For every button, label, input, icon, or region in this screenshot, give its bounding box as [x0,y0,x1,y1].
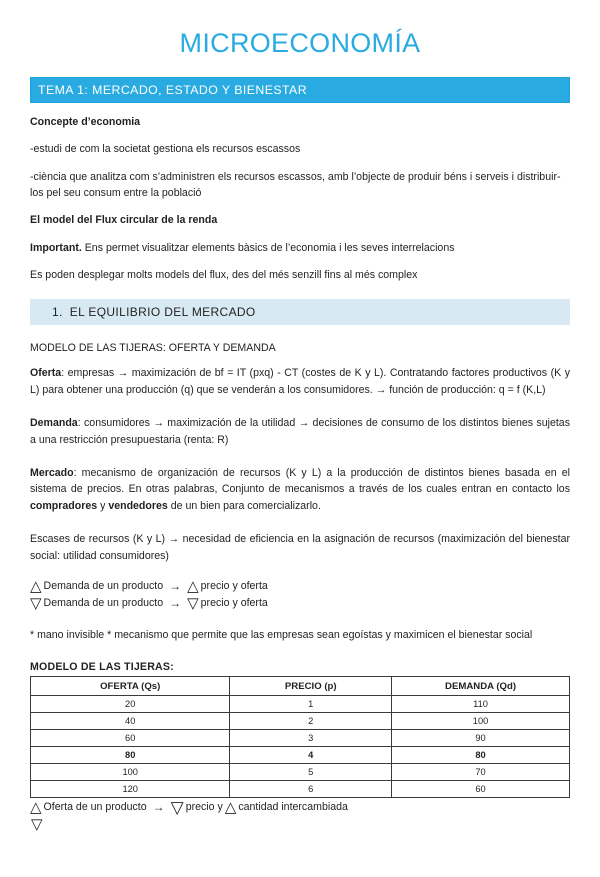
arrow-right-icon: → [169,579,182,594]
document-page [0,29,600,877]
table-title: MODELO DE LAS TIJERAS: [30,661,174,674]
table-row-equilibrium [31,747,570,764]
oferta-paragraph [30,365,570,398]
spacer [30,448,570,454]
table-body [31,696,570,798]
escases-paragraph: Escases de recursos (K y L) → necesidad de eficiencia en la asignación de recursos (maximización del bienestar social: utilidad consumidores) [30,533,570,562]
flux-note: Es poden desplegar molts models del flux, des del més senzill fins al més complex [30,269,418,282]
cell-demanda: 100 [392,713,570,730]
triangle-line-1-text: Demanda de un producto [43,580,164,593]
mercado-bold-compradores: compradores [30,499,98,512]
cell-precio: 5 [230,764,392,781]
triangle-line-demanda-up [30,578,570,595]
mano-invisible-paragraph: * mano invisible * mecanismo que permite que las empresas sean egoístas y maximicen el bienestar social [30,628,533,641]
after-table-block [30,799,570,832]
triangle-up-icon: △ [30,798,42,816]
table-row [31,713,570,730]
modelo-subtitle: MODELO DE LAS TIJERAS: OFERTA Y DEMANDA [30,341,276,354]
cell-demanda: 70 [392,764,570,781]
column-header-precio: PRECIO (p) [230,677,392,696]
demanda-text: : consumidores → maximización de la utilidad → decisiones de consumo de los distintos bienes sujetas a una restricción presupuestaria (renta: R) [30,417,570,446]
after-table-text-3: cantidad intercambiada [238,800,348,813]
cell-oferta: 20 [31,696,230,713]
cell-precio: 1 [230,696,392,713]
section-heading-equilibrio [30,299,570,325]
section-title: EL EQUILIBRIO DEL MERCADO [69,304,256,319]
table-row [31,781,570,798]
section-number: 1. [52,304,63,319]
triangle-down-icon: ▽ [170,797,184,817]
tijeras-table [30,676,570,798]
spacer [30,514,570,520]
demanda-paragraph [30,415,570,448]
cell-precio: 2 [230,713,392,730]
arrow-right-icon: → [152,800,165,815]
flux-important [30,240,570,256]
mercado-label: Mercado [30,467,74,480]
mercado-bold-vendedores: vendedores [108,499,168,512]
table-row [31,730,570,747]
triangle-up-icon: △ [30,577,42,595]
cell-oferta: 60 [31,730,230,747]
triangle-down-icon: ▽ [30,595,42,613]
after-table-text-2: precio y [185,800,223,813]
column-header-demanda: DEMANDA (Qd) [392,677,570,696]
flux-heading: El model del Flux circular de la renda [30,214,218,227]
triangle-down-icon: ▽ [31,816,43,834]
after-table-line [30,799,570,816]
column-header-oferta: OFERTA (Qs) [31,677,230,696]
arrow-right-icon: → [169,596,182,611]
triangle-up-icon: △ [224,798,237,816]
triangle-line-demanda-down [30,595,570,612]
mercado-text-2: y [97,499,109,512]
cell-demanda: 110 [392,696,570,713]
triangle-down-icon: ▽ [187,595,199,613]
important-label: Important. [30,241,82,254]
page-title: MICROECONOMÍA [179,28,421,58]
triangle-relations-block [30,578,570,613]
cell-demanda: 80 [392,747,570,764]
triangle-line-2-tail: precio y oferta [200,597,268,610]
important-text: Ens permet visualitzar elements bàsics de l’economia i les seves interrelacions [81,241,455,254]
mercado-text-1: : mecanismo de organización de recursos (K y L) a la producción de distintos bienes basada en el sistema de precios. En otras palabras, Conjunto de mecanismos a través de los cuales entran en contacto los [30,467,570,496]
cell-demanda: 90 [392,730,570,747]
oferta-text: : empresas → maximización de bf = IT (pxq) - CT (costes de K y L). Contratando factores productivos (K y L) para obtener una producción (q) que se venderán a los consumidores. → función de producción: q = f (K,L) [30,367,570,396]
concept-heading: Concepte d’economia [30,115,141,128]
cell-oferta: 40 [31,713,230,730]
cell-precio: 6 [230,781,392,798]
mercado-paragraph [30,465,570,514]
cell-oferta: 100 [31,764,230,781]
cell-oferta: 80 [31,747,230,764]
triangle-line-2-text: Demanda de un producto [43,597,164,610]
table-row [31,696,570,713]
cell-oferta: 120 [31,781,230,798]
concept-bullet-1: -estudi de com la societat gestiona els recursos escassos [30,143,301,156]
mercado-text-3: de un bien para comercializarlo. [167,499,321,512]
demanda-label: Demanda [30,417,78,430]
triangle-up-icon: △ [187,577,199,595]
triangle-line-1-tail: precio y oferta [200,580,268,593]
oferta-label: Oferta [30,367,62,380]
chapter-band: TEMA 1: MERCADO, ESTADO Y BIENESTAR [30,77,570,103]
concept-bullet-2: -ciència que analitza com s’administren els recursos escassos, amb l’objecte de produir béns i serveis i distribuir-los pel seu consum entre la població [30,170,561,199]
cell-precio: 4 [230,747,392,764]
table-header-row [31,677,570,696]
cell-demanda: 60 [392,781,570,798]
spacer [30,398,570,404]
table-row [31,764,570,781]
cell-precio: 3 [230,730,392,747]
after-table-text-1: Oferta de un producto [43,800,147,813]
